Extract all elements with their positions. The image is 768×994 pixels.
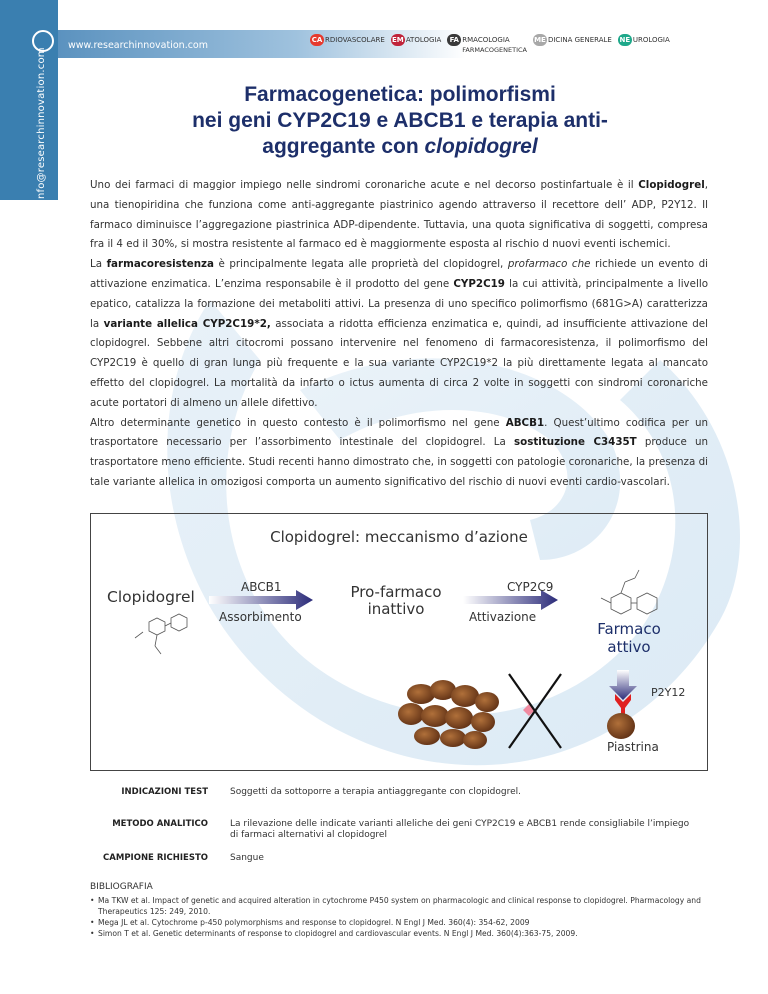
specialty-label: DICINA GENERALE [547, 36, 612, 44]
label-prodrug [341, 584, 451, 618]
specialty-em[interactable] [391, 34, 441, 54]
platelet-icon [607, 713, 635, 739]
info-key: CAMPIONE RICHIESTO [103, 853, 208, 863]
info-key: METODO ANALITICO [112, 819, 208, 829]
mechanism-diagram [90, 513, 708, 771]
specialty-badge: NE [619, 36, 631, 44]
title-line-1: Farmacogenetica: polimorfismi [244, 83, 556, 106]
specialties-bar [310, 34, 670, 54]
aggregated-platelets-icon [398, 680, 499, 749]
title-line-3-a: aggregante con [262, 135, 425, 158]
label-prodrug-line-2: inattivo [367, 600, 425, 618]
info-value: La rilevazione delle indicate varianti alleliche dei geni CYP2C19 e ABCB1 rende consigliabile l’impiego di farmaci alternativi al clopidogrel [230, 819, 690, 840]
bibliography-item: • Mega JL et al. Cytochrome p-450 polymorphisms and response to clopidogrel. N Engl J Med. 360(4): 354-62, 2009 [90, 917, 708, 928]
bibliography-item: • Simon T et al. Genetic determinants of response to clopidogrel and cardiovascular events. N Engl J Med. 360(4):363-75, 2009. [90, 928, 708, 939]
bibliography-list [90, 895, 708, 939]
specialty-me[interactable] [533, 34, 612, 54]
body-text [90, 176, 708, 493]
specialty-fa[interactable] [447, 34, 527, 54]
label-assorbimento: Assorbimento [219, 610, 302, 624]
info-value: Sangue [230, 853, 264, 863]
mechanism-title: Clopidogrel: meccanismo d’azione [270, 528, 528, 546]
label-active-drug-line-2: attivo [607, 638, 651, 656]
label-piastrina: Piastrina [607, 740, 659, 754]
title-line-3 [100, 134, 700, 160]
specialty-badge: FA [447, 34, 461, 46]
specialty-label: RDIOVASCOLARE [325, 36, 385, 44]
title-line-3-b: clopidogrel [424, 135, 538, 158]
site-url[interactable]: www.researchinnovation.com [68, 40, 208, 51]
specialty-label: ATOLOGIA [405, 36, 442, 44]
info-value: Soggetti da sottoporre a terapia antiaggregante con clopidogrel. [230, 787, 521, 797]
side-email[interactable]: info@researchinnovation.com [36, 47, 47, 202]
specialty-label: UROLOGIA [632, 36, 670, 44]
arrow-down [609, 670, 637, 700]
bibliography-item: • Ma TKW et al. Impact of genetic and acquired alteration in cytochrome P450 system on pharmacologic and clinical response to clopidogrel. Pharmacology and Therapeutics 125: 249, 2010. [90, 895, 708, 917]
inhibition-cross-icon [509, 674, 561, 748]
info-key: INDICAZIONI TEST [121, 787, 208, 797]
specialty-ca[interactable] [310, 34, 385, 54]
clopidogrel-molecule-icon [135, 614, 187, 654]
bibliography [90, 882, 708, 939]
side-email-container [36, 47, 56, 202]
title-line-2: nei geni CYP2C19 e ABCB1 e terapia anti- [192, 109, 608, 132]
label-abcb1: ABCB1 [241, 580, 282, 594]
paragraph-2: La farmacoresistenza è principalmente legata alle proprietà del clopidogrel, profarmaco che richiede un evento di attivazione enzimatica. L’enzima responsabile è il prodotto del gene CYP2C19 la cui attività, principalmente a livello epatico, catalizza la formazione dei metaboliti attivi. La presenza di uno specifico polimorfismo (681G>A) caratterizza la variante allelica CYP2C19*2, associata a ridotta efficienza enzimatica e, quindi, ad insufficiente attivazione del clopidogrel. Sebbene altri citocromi possano intervenire nel fenomeno di farmacoresistenza, il polimorfismo del CYP2C19 è quello di gran lunga più frequente e la sua variante CYP2C19*2 la più direttamente legata al mancato effetto del clopidogrel. La mortalità da infarto o ictus aumenta di circa 2 volte in soggetti con sindromi coronariche acute portatori di almeno un allele difettivo. [90, 258, 709, 409]
active-drug-molecule-icon [601, 570, 657, 614]
label-active-drug-line-1: Farmaco [597, 620, 661, 638]
bibliography-heading: BIBLIOGRAFIA [90, 882, 153, 892]
specialty-label: RMACOLOGIA FARMACOGENETICA [462, 36, 527, 54]
label-attivazione: Attivazione [469, 610, 537, 624]
label-clopidogrel: Clopidogrel [107, 588, 195, 606]
label-p2y12: P2Y12 [651, 686, 686, 699]
label-active-drug [589, 620, 669, 656]
page-title [100, 82, 700, 160]
specialty-badge: EM [391, 36, 404, 44]
specialty-sublabel: FARMACOGENETICA [462, 46, 527, 54]
paragraph-3: Altro determinante genetico in questo contesto è il polimorfismo nel gene ABCB1. Quest’ultimo codifica per un trasportatore necessario per l’assorbimento intestinale del clopidogrel. La sostituzione C3435T produce un trasportatore meno efficiente. Studi recenti hanno dimostrato che, in soggetti con patologie coronariche, la presenza di tale variante allelica in omozigosi comporta un aumento significativo del rischio di nuovi eventi cardio-vascolari. [90, 416, 709, 488]
label-cyp2c9: CYP2C9 [507, 580, 554, 594]
specialty-badge: CA [311, 36, 323, 44]
label-prodrug-line-1: Pro-farmaco [350, 583, 442, 601]
specialty-ne[interactable] [618, 34, 670, 54]
paragraph-1: Uno dei farmaci di maggior impiego nelle sindromi coronariche acute e nel decorso postinfartuale è il Clopidogrel, una tienopiridina che funziona come anti-aggregante piastrinico agendo attraverso il recettore dell’ ADP, P2Y12. Il farmaco diminuisce l’aggregazione piastrinica ADP-dipendente. Tuttavia, una quota significativa di soggetti, compresa fra il 4 ed il 30%, si mostra resistente al farmaco ed è maggiormente esposta al rischio d nuovi eventi ischemici. [90, 179, 708, 251]
specialty-badge: ME [534, 36, 546, 44]
